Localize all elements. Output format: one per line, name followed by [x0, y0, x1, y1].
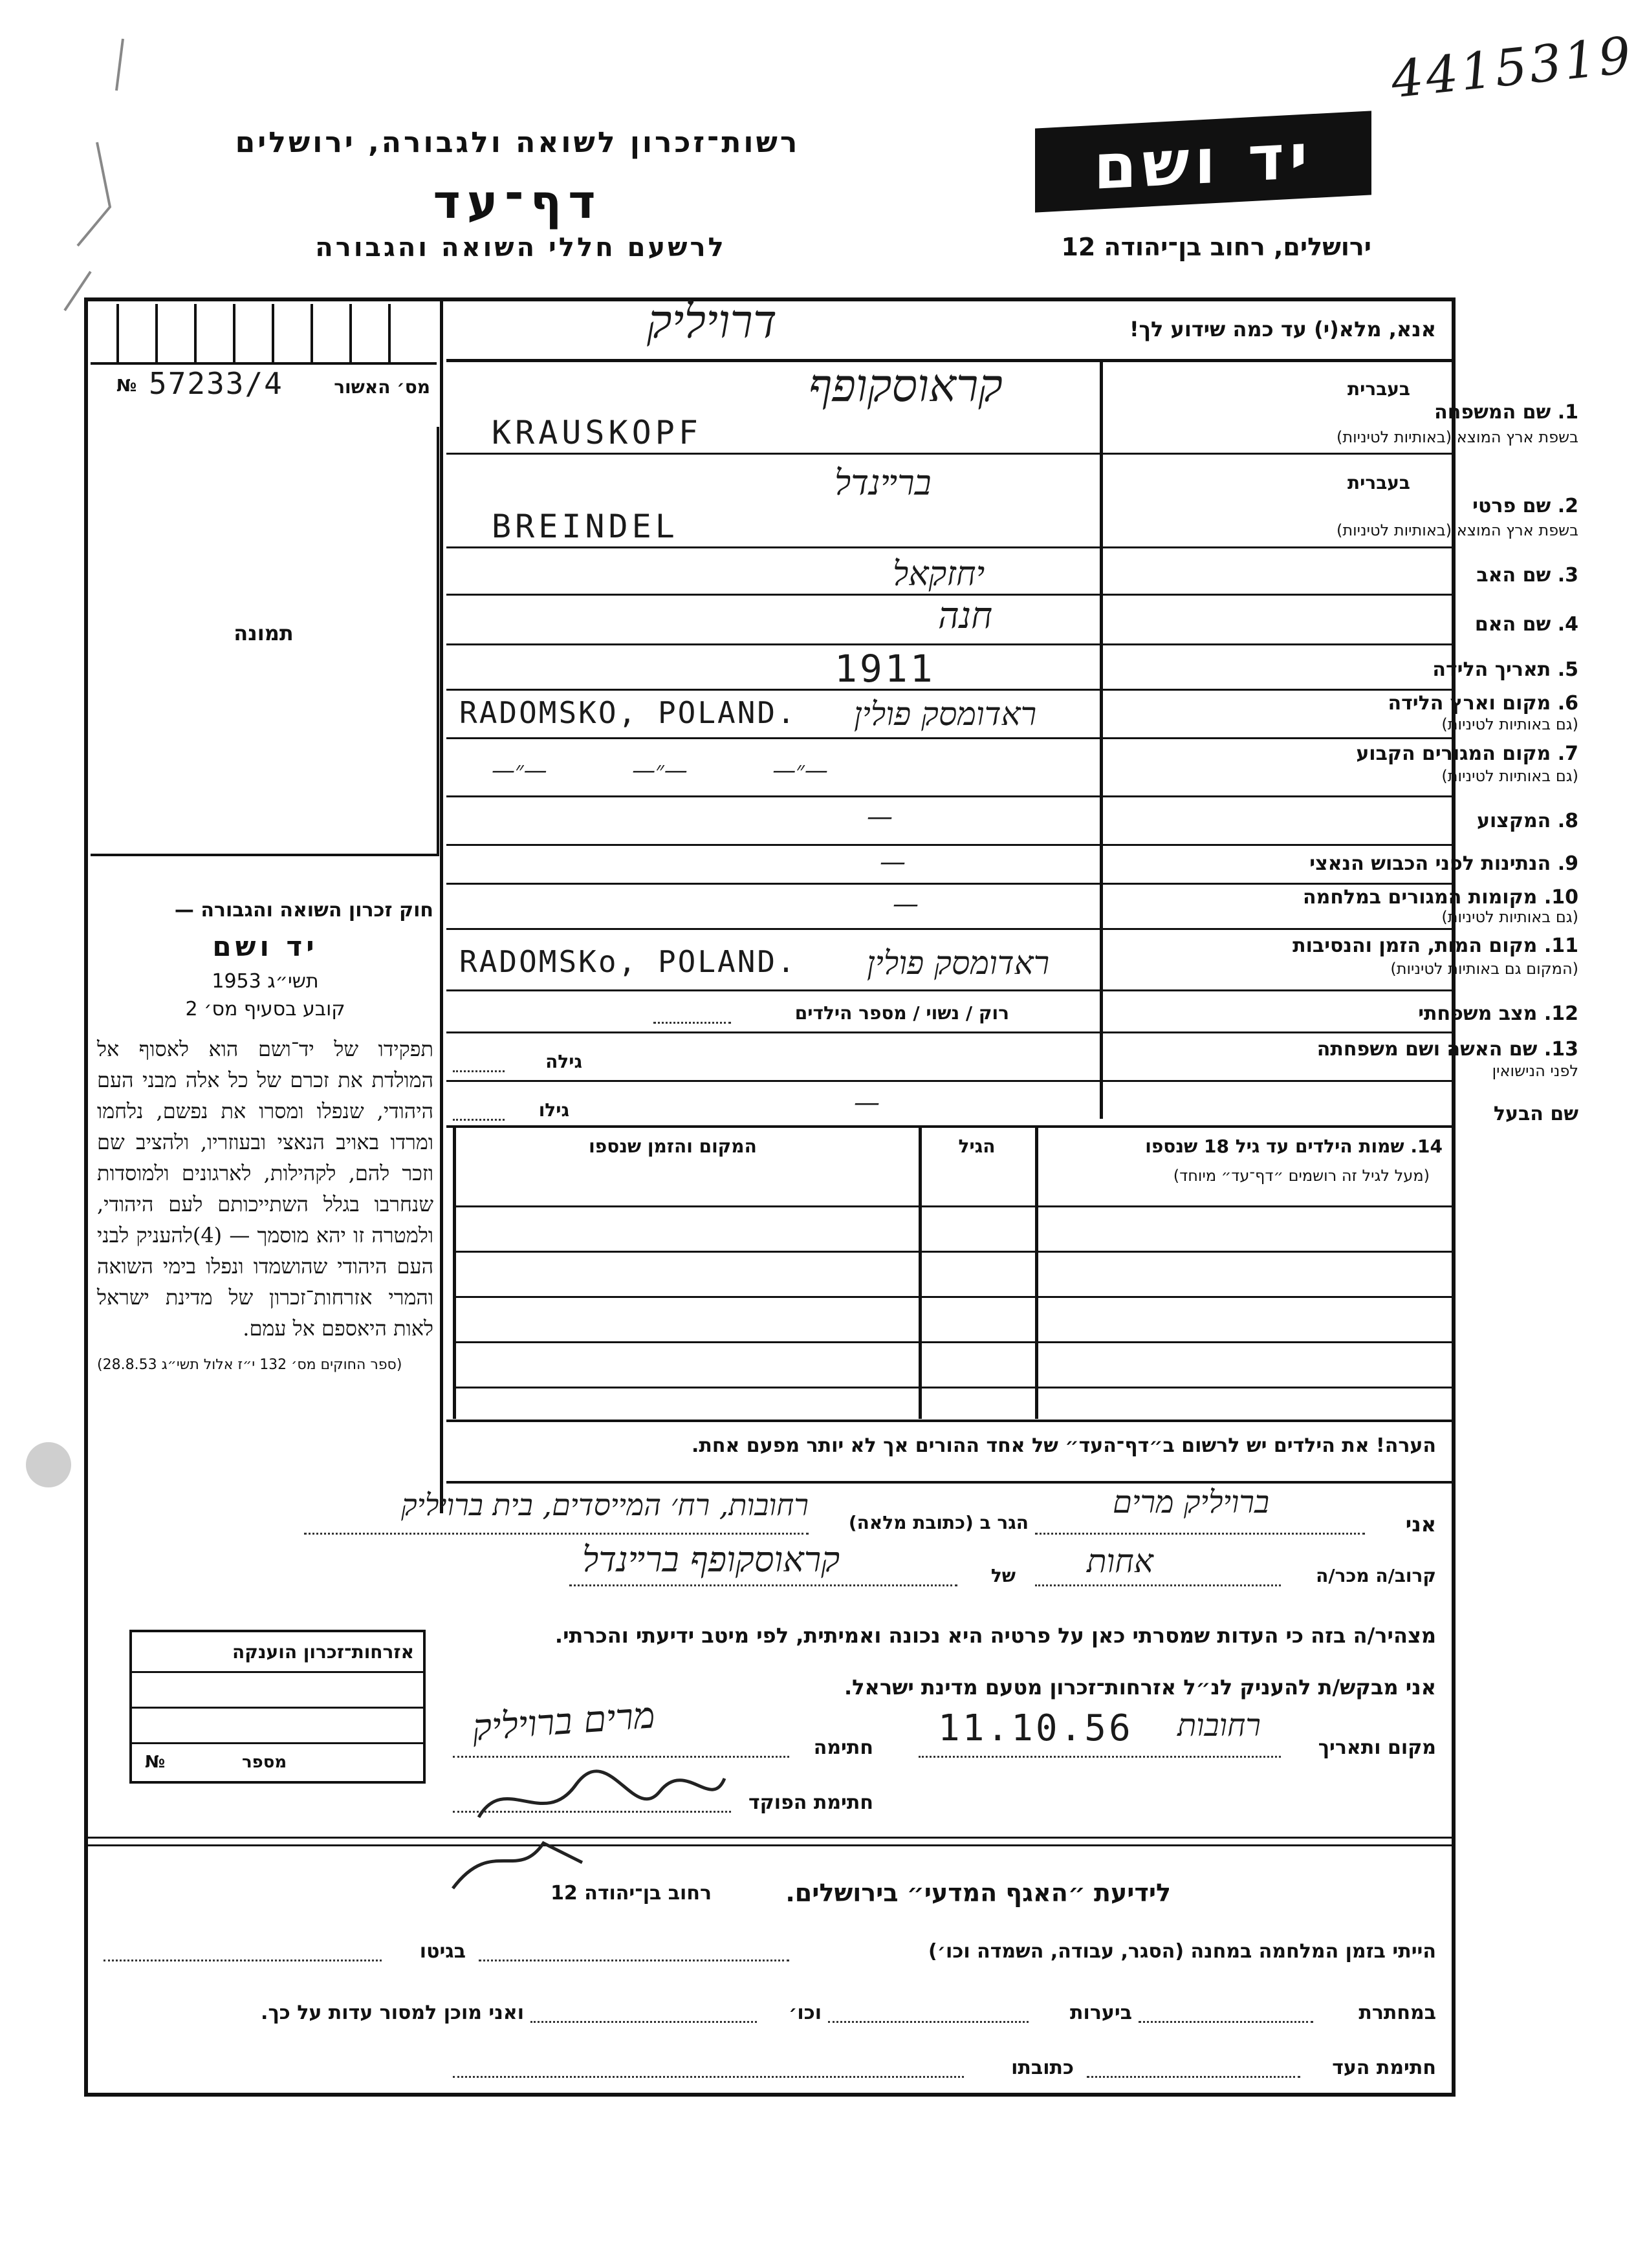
f3-value[interactable]: יחזקאל	[893, 555, 985, 594]
f5-value[interactable]: 1911	[834, 647, 935, 691]
relation-value[interactable]: אחות	[1087, 1542, 1153, 1580]
citizenship-title: אזרחות־זכרון הוענקה	[232, 1641, 414, 1663]
law-ref: (ספר החוקים מס׳ 132 י״ז אלול תשי״ג 28.8.53)	[97, 1357, 402, 1373]
children-col-place: המקום והזמן שנספו	[589, 1136, 757, 1157]
declaration-text: מצהיר/ה בזה כי העדות שמסרתי כאן על פרטיה היא נכונה ואמיתית, לפי מיטב ידיעתי והכרתי.	[554, 1623, 1436, 1648]
husband-value[interactable]: —	[854, 1088, 880, 1118]
place-date-value[interactable]: 11.10.56	[938, 1707, 1133, 1749]
photo-box	[91, 427, 439, 856]
pen-marks	[26, 13, 181, 310]
citizenship-box	[129, 1630, 426, 1784]
form-subtitle: לרשעם חללי השואה והגבורה	[315, 233, 726, 263]
f4-value[interactable]: חנה	[938, 595, 993, 637]
bottom-line2-a: במחתרת	[1358, 2002, 1436, 2024]
declarant-resides-label: הגר ב (כתובת מלאה)	[848, 1512, 1029, 1533]
f7-value[interactable]: —״— —״— —״—	[492, 757, 828, 784]
signature-value[interactable]: מרים ברויליק	[471, 1694, 657, 1749]
f11-latin-value[interactable]: RADOMSKo, POLAND.	[459, 944, 797, 979]
f6-latin-value[interactable]: RADOMSKO, POLAND.	[459, 695, 797, 730]
law-block	[97, 899, 433, 1373]
bottom-address: רחוב בן־יהודה 12	[551, 1882, 712, 1905]
archive-number: 4415319	[1388, 26, 1636, 110]
f8-label: 8. המקצוע	[1476, 810, 1578, 832]
f7-label: 7. מקום המגורים הקבוע	[1356, 742, 1578, 765]
f9-value[interactable]: —	[880, 847, 906, 877]
husband-label: שם הבעל	[1493, 1103, 1578, 1125]
law-title: חוק זכרון השואה והגבורה —	[174, 899, 433, 922]
f6-hebrew-value[interactable]: ראדומסק פולין	[854, 695, 1037, 733]
bottom-title: לידיעת ״האגף המדעי״ בירושלים.	[785, 1879, 1171, 1907]
f2-sub: בשפת ארץ המוצא (באותיות לטיניות)	[1336, 521, 1578, 539]
f5-label: 5. תאריך הלידה	[1432, 658, 1578, 681]
signature-label: חתימה	[813, 1736, 873, 1759]
bottom-pen-marks	[440, 1824, 595, 1901]
f7-sub: (גם באותיות לטיניות)	[1441, 767, 1578, 785]
f11-label: 11. מקום המות, הזמן והנסיבות	[1292, 934, 1578, 957]
yad-vashem-logo	[1035, 111, 1371, 212]
officer-label: חתימת הפוקד	[748, 1791, 873, 1814]
f10-label: 10. מקומות המגורים במלחמה	[1303, 886, 1578, 909]
f2-latin-value[interactable]: BREINDEL	[492, 508, 679, 545]
f11-sub: (המקום גם באותיות לטיניות)	[1390, 960, 1578, 978]
f1-hebrew-tag: בעברית	[1347, 378, 1410, 400]
f2-hebrew-tag: בעברית	[1347, 472, 1410, 493]
f4-label: 4. שם האם	[1474, 613, 1578, 636]
f9-label: 9. הנתינות לפני הכבוש הנאצי	[1309, 852, 1578, 875]
approval-label: מס׳ האשור	[334, 376, 430, 398]
approval-value: 57233/4	[149, 366, 283, 401]
instruction: אנא, מלא(י) עד כמה שידוע לך!	[1129, 317, 1436, 341]
f2-label: 2. שם פרטי	[1472, 495, 1578, 517]
request-text: אני מבקש/ת להעניק לנ״ל אזרחות־זכרון מטעם מדינת ישראל.	[844, 1675, 1436, 1700]
husband-age-label: גילו	[538, 1099, 569, 1121]
bottom-line1-b: בגיטו	[419, 1940, 466, 1963]
f13-age-label: גילה	[545, 1051, 582, 1072]
f10-sub: (גם באותיות לטיניות)	[1441, 908, 1578, 926]
f1-latin-value[interactable]: KRAUSKOPF	[492, 414, 702, 451]
bottom-line3-a: חתימת העד	[1332, 2057, 1436, 2079]
f2-hebrew-value[interactable]: ברײנדל	[834, 462, 932, 503]
bottom-line3-b: כתובתו	[1011, 2057, 1074, 2079]
law-body: תפקידו של יד־ושם הוא לאסוף אל המולדת את זכרם של כל אלה מבני העם היהודי, שנפלו ומסרו את נפשם, נלחמו ומרדו באויב הנאצי ובעוזריו, ולהציב שם וזכר להם, לקהילות, לארגונים ולמוסדות שנחרבו בגלל השתייכותם לעם היהודי, ולמטרה זו יהא מוסמך — (4)להעניק לבני העם היהודי שהושמדו ונפלו בימי השואה והמרי אזרחות־זכרון של מדינת ישראל לאות היאספם אל עמם.	[97, 1037, 434, 1341]
top-handwriting: דרויליק	[647, 294, 777, 349]
children-sub: (מעל לגיל זה רושמים ״דף־עד״ מיוחד)	[1173, 1167, 1430, 1185]
children-col-age: הגיל	[958, 1136, 996, 1157]
header-address: ירושלים, רחוב בן־יהודה 12	[1061, 233, 1371, 261]
f13-sub: לפני הנישואין	[1492, 1062, 1578, 1080]
place-date-label: מקום ותאריך	[1318, 1736, 1436, 1759]
logo-text: יד ושם	[1093, 120, 1313, 204]
f6-label: 6. מקום וארץ הלידה	[1388, 692, 1578, 715]
f12-options[interactable]: רוק / נשוי / מספר הילדים	[794, 1002, 1009, 1024]
approval-no-sign: №	[116, 376, 137, 396]
f11-hebrew-value[interactable]: ראדומסק פולין	[867, 944, 1050, 982]
law-year: תשי״ג 1953	[212, 970, 319, 993]
declarant-address[interactable]: רחובות, רח׳ המייסדים, בית ברויליק	[401, 1487, 809, 1522]
bottom-line2-c: וכו׳	[789, 2002, 822, 2024]
f12-label: 12. מצב משפחתי	[1418, 1002, 1578, 1025]
bottom-line2-d: ואני מוכן למסור עדות על כך.	[261, 2002, 524, 2024]
punch-hole	[26, 1442, 71, 1487]
f3-label: 3. שם האב	[1476, 564, 1578, 587]
authority-title: רשות־זכרון לשואה ולגבורה, ירושלים	[235, 126, 800, 159]
f8-value[interactable]: —	[867, 802, 893, 832]
relation-label: קרוב/ה מכר/ה	[1316, 1565, 1436, 1586]
of-name[interactable]: קראוסקופף ברײנדל	[582, 1539, 840, 1580]
declarant-ani: אני	[1405, 1512, 1436, 1537]
form-title: דף־עד	[433, 175, 602, 229]
f10-value[interactable]: —	[893, 889, 919, 919]
of-label: של	[990, 1565, 1016, 1586]
approval-field[interactable]	[91, 304, 437, 401]
place-handwriting[interactable]: רחובות	[1177, 1707, 1261, 1744]
law-clause: קובע בסעיף מס׳ 2	[185, 998, 345, 1021]
f1-sub: בשפת ארץ המוצא (באותיות לטיניות)	[1336, 428, 1578, 446]
citizenship-no: №	[145, 1753, 166, 1772]
f1-hebrew-value[interactable]: קראוסקופף	[809, 359, 1003, 412]
f6-sub: (גם באותיות לטיניות)	[1441, 715, 1578, 733]
children-header: 14. שמות הילדים עד גיל 18 שנספו	[1145, 1136, 1443, 1157]
law-name: יד ושם	[212, 931, 318, 962]
photo-label: תמונה	[234, 621, 294, 645]
children-table	[453, 1128, 1454, 1419]
note: הערה! את הילדים יש לרשום ב״דף־העד״ של אחד ההורים אך לא יותר מפעם אחת.	[692, 1434, 1436, 1457]
f1-label: 1. שם המשפחה	[1434, 401, 1578, 424]
bottom-line2-b: ביערות	[1070, 2002, 1132, 2024]
citizenship-number-label: מספר	[242, 1753, 287, 1772]
declarant-name[interactable]: ברויליק מרים	[1113, 1484, 1270, 1520]
bottom-line1-a: הייתי בזמן המלחמה במחנה (הסגר, עבודה, השמדה וכו׳)	[928, 1940, 1436, 1963]
f13-label: 13. שם האשה ושם משפחתה	[1316, 1038, 1578, 1061]
